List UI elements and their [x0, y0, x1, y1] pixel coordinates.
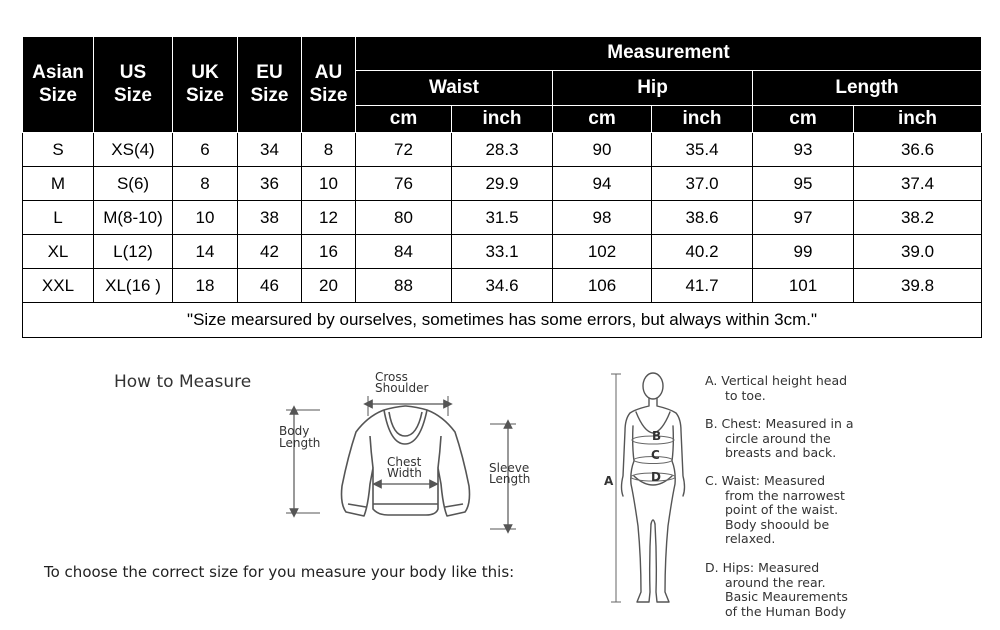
table-cell: 72	[356, 133, 452, 167]
header-waist: Waist	[356, 71, 553, 106]
table-cell: 94	[553, 167, 652, 201]
table-cell: 8	[302, 133, 356, 167]
table-row	[23, 133, 982, 167]
table-cell: 31.5	[452, 201, 553, 235]
body-length-label-2: Length	[279, 436, 321, 450]
table-cell: L(12)	[94, 235, 173, 269]
header-measurement: Measurement	[356, 37, 982, 71]
header-asian-size: Asian Size	[23, 37, 94, 133]
header-au-size: AU Size	[302, 37, 356, 133]
marker-b: B	[652, 429, 662, 443]
table-cell: M(8-10)	[94, 201, 173, 235]
table-cell: XXL	[23, 269, 94, 303]
table-cell: 80	[356, 201, 452, 235]
human-body-icon	[622, 373, 685, 602]
header-length-cm: cm	[753, 106, 854, 133]
table-cell: 46	[238, 269, 302, 303]
chest-width-label-1: Chest	[387, 455, 422, 469]
body-length-label-1: Body	[279, 424, 310, 438]
table-cell: 10	[173, 201, 238, 235]
table-cell: 102	[553, 235, 652, 269]
header-hip-inch: inch	[652, 106, 753, 133]
table-cell: L	[23, 201, 94, 235]
measurement-note: "Size mearsured by ourselves, sometimes has some errors, but always within 3cm."	[23, 303, 982, 338]
table-cell: 18	[173, 269, 238, 303]
legend-d: D. Hips: Measured around the rear. Basic Meaurements of the Human Body	[705, 560, 848, 619]
table-cell: 40.2	[652, 235, 753, 269]
table-cell: 42	[238, 235, 302, 269]
table-cell: 99	[753, 235, 854, 269]
cross-shoulder-label-1: Cross	[375, 370, 408, 384]
marker-d: D	[651, 470, 661, 484]
table-cell: XS(4)	[94, 133, 173, 167]
header-waist-inch: inch	[452, 106, 553, 133]
table-cell: 33.1	[452, 235, 553, 269]
sleeve-length-label-2: Length	[489, 472, 531, 486]
table-cell: 20	[302, 269, 356, 303]
table-cell: 29.9	[452, 167, 553, 201]
table-cell: 39.0	[854, 235, 982, 269]
table-row	[23, 269, 982, 303]
legend-a: A. Vertical height head to toe.	[705, 373, 848, 403]
header-hip-cm: cm	[553, 106, 652, 133]
table-cell: 8	[173, 167, 238, 201]
table-cell: 106	[553, 269, 652, 303]
how-to-measure-title: How to Measure	[114, 372, 252, 392]
header-uk-size: UK Size	[173, 37, 238, 133]
table-cell: 34.6	[452, 269, 553, 303]
size-chart-table	[22, 36, 982, 338]
sleeve-length-label-1: Sleeve	[489, 461, 530, 475]
marker-c: C	[651, 448, 660, 462]
table-cell: 12	[302, 201, 356, 235]
body-figure-diagram	[596, 366, 700, 610]
table-cell: M	[23, 167, 94, 201]
table-cell: 39.8	[854, 269, 982, 303]
header-length-inch: inch	[854, 106, 982, 133]
table-cell: 35.4	[652, 133, 753, 167]
table-cell: S	[23, 133, 94, 167]
table-cell: 6	[173, 133, 238, 167]
table-cell: 97	[753, 201, 854, 235]
table-cell: 38	[238, 201, 302, 235]
table-cell: 38.6	[652, 201, 753, 235]
header-eu-size: EU Size	[238, 37, 302, 133]
table-cell: 76	[356, 167, 452, 201]
table-cell: S(6)	[94, 167, 173, 201]
table-cell: 36.6	[854, 133, 982, 167]
table-row	[23, 201, 982, 235]
table-cell: 36	[238, 167, 302, 201]
table-cell: 84	[356, 235, 452, 269]
table-row	[23, 235, 982, 269]
table-row	[23, 167, 982, 201]
chest-width-label-2: Width	[387, 466, 422, 480]
header-hip: Hip	[553, 71, 753, 106]
table-cell: 34	[238, 133, 302, 167]
table-cell: 93	[753, 133, 854, 167]
table-cell: 37.4	[854, 167, 982, 201]
table-cell: 98	[553, 201, 652, 235]
table-cell: 16	[302, 235, 356, 269]
table-cell: 37.0	[652, 167, 753, 201]
table-cell: 95	[753, 167, 854, 201]
header-length: Length	[753, 71, 982, 106]
table-cell: 88	[356, 269, 452, 303]
measure-instruction: To choose the correct size for you measure your body like this:	[44, 563, 515, 581]
table-cell: 10	[302, 167, 356, 201]
table-cell: 14	[173, 235, 238, 269]
marker-a: A	[604, 474, 614, 488]
table-cell: 28.3	[452, 133, 553, 167]
legend-b: B. Chest: Measured in a circle around the breasts and back.	[705, 416, 854, 460]
table-cell: 90	[553, 133, 652, 167]
legend-c: C. Waist: Measured from the narrowest point of the waist. Body shoould be relaxed.	[705, 473, 845, 546]
table-cell: 38.2	[854, 201, 982, 235]
table-cell: 41.7	[652, 269, 753, 303]
table-cell: XL(16 )	[94, 269, 173, 303]
header-waist-cm: cm	[356, 106, 452, 133]
header-us-size: US Size	[94, 37, 173, 133]
sweater-diagram	[270, 366, 560, 536]
table-cell: 101	[753, 269, 854, 303]
table-cell: XL	[23, 235, 94, 269]
cross-shoulder-label-2: Shoulder	[375, 381, 429, 395]
